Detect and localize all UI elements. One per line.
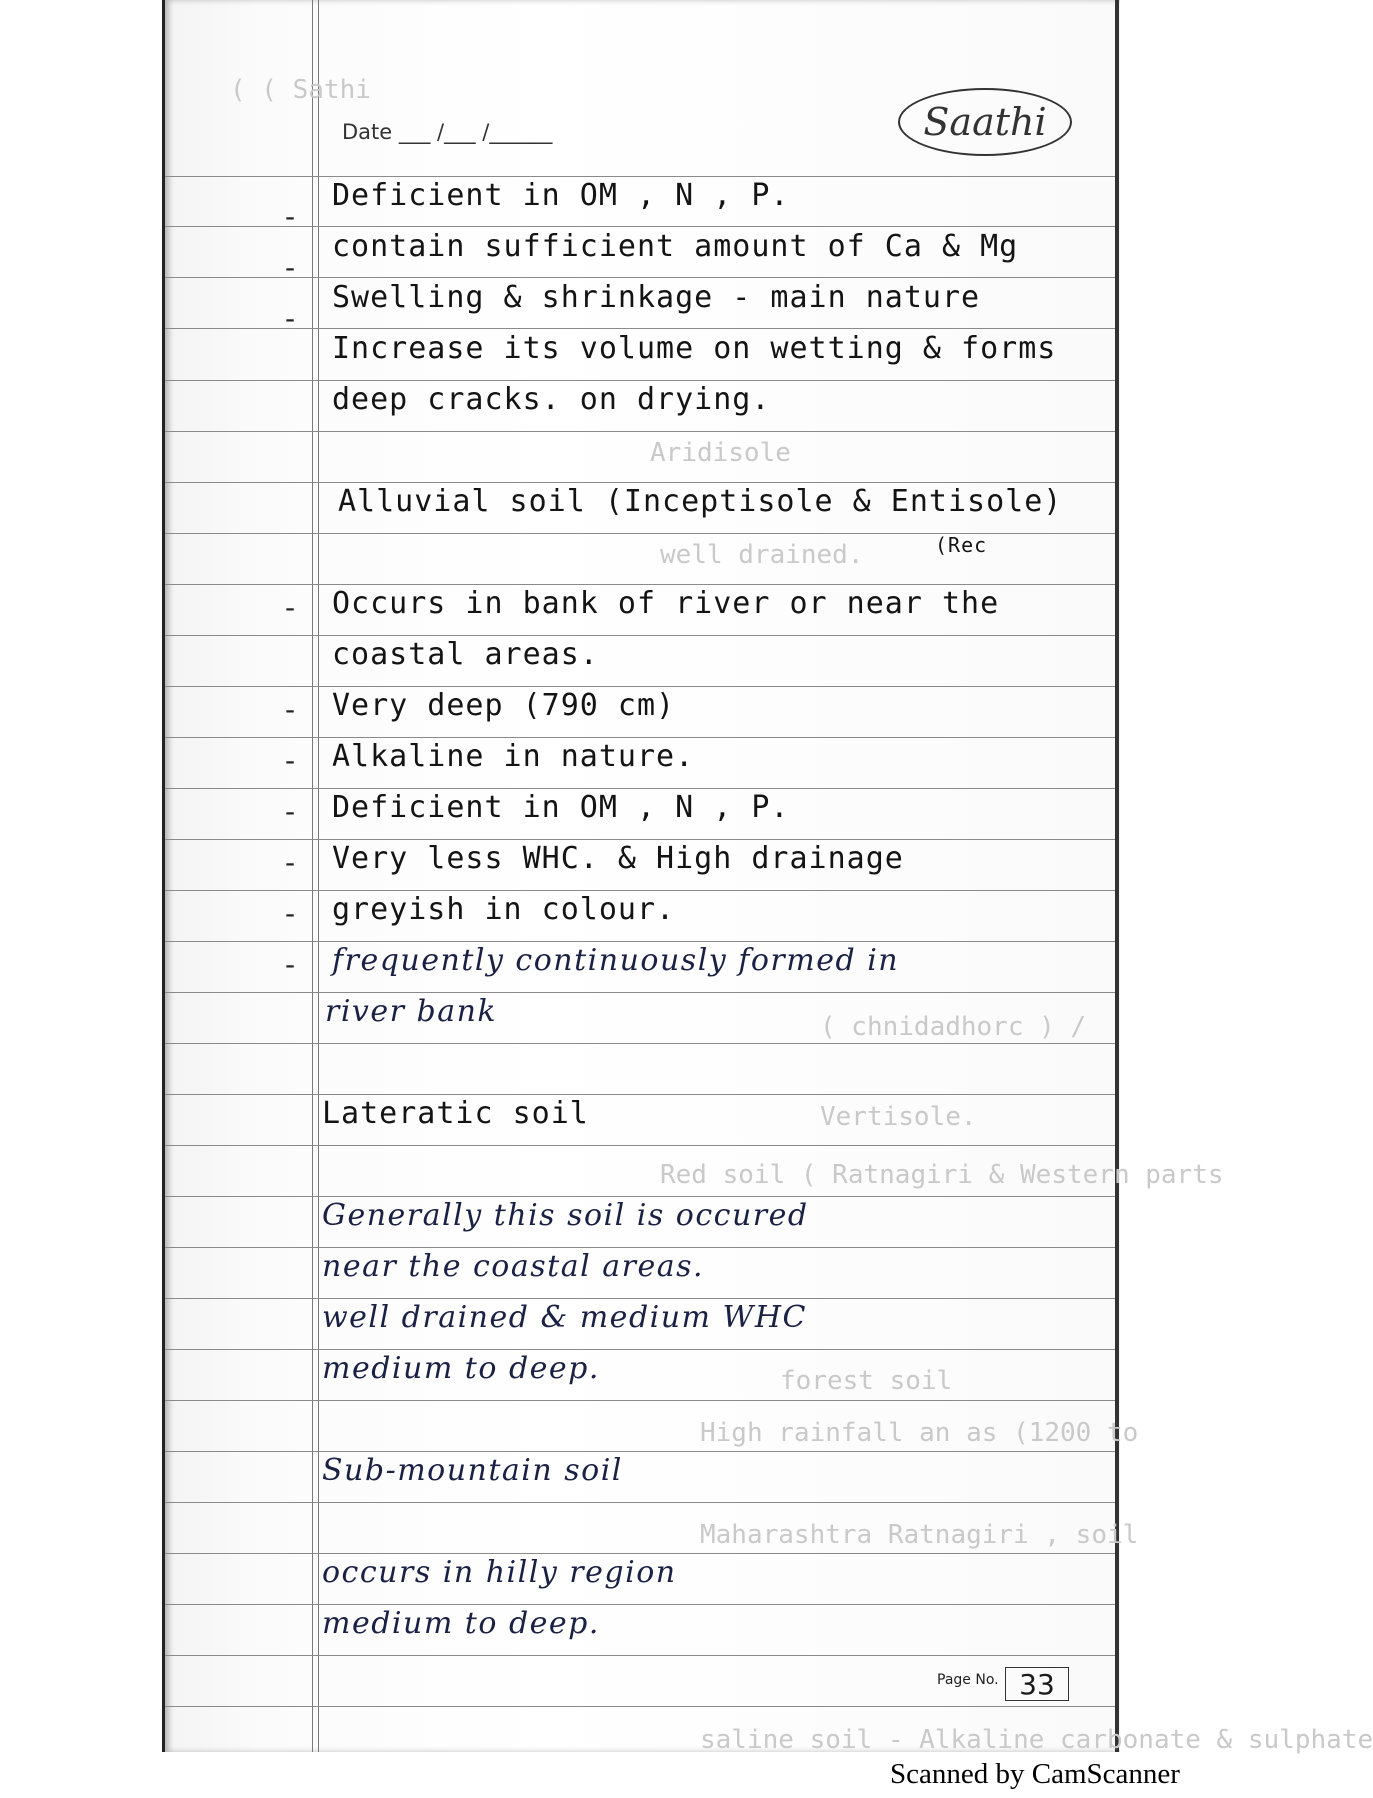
margin-annotation: (Rec [935, 533, 988, 557]
scan-left-background [0, 0, 160, 1760]
bullet-dash: - [285, 744, 296, 777]
ruled-line [165, 992, 1115, 993]
ruled-line [165, 380, 1115, 381]
section-heading-lateritic: Lateratic soil [322, 1096, 589, 1131]
note-line: medium to deep. [322, 1606, 600, 1641]
ruled-line [165, 737, 1115, 738]
note-line: greyish in colour. [332, 892, 676, 927]
margin-line [318, 0, 319, 1752]
note-line: Deficient in OM , N , P. [332, 178, 790, 213]
scanner-watermark: Scanned by CamScanner [890, 1758, 1180, 1790]
note-line: well drained & medium WHC [322, 1300, 807, 1335]
page-number-label: Page No. [937, 1672, 999, 1688]
page-right-edge [1115, 0, 1119, 1752]
margin-line [312, 0, 313, 1752]
section-heading-alluvial: Alluvial soil (Inceptisole & Entisole) [338, 484, 1063, 519]
bleed-through-text: Vertisole. [820, 1102, 977, 1132]
ruled-line [165, 1706, 1115, 1707]
ruled-line [165, 1553, 1115, 1554]
bleed-through-text: well drained. [660, 540, 864, 570]
bullet-dash: - [285, 200, 296, 233]
ruled-line [165, 1349, 1115, 1350]
notebook-brand-logo: Saathi [898, 88, 1072, 156]
ruled-line [165, 328, 1115, 329]
bullet-dash: - [285, 795, 296, 828]
ruled-line [165, 890, 1115, 891]
note-line: coastal areas. [332, 637, 599, 672]
ruled-line [165, 1604, 1115, 1605]
ruled-line [165, 277, 1115, 278]
note-line: river bank [325, 994, 498, 1029]
bullet-dash: - [285, 302, 296, 335]
page-number: 33 [1005, 1667, 1069, 1701]
date-label: Date ___ /___ /______ [342, 120, 553, 144]
note-line: frequently continuously formed in [332, 943, 900, 978]
bleed-through-text: saline soil - Alkaline carbonate & sulphate [700, 1725, 1373, 1755]
bullet-dash: - [285, 897, 296, 930]
ruled-line [165, 482, 1115, 483]
bullet-dash: - [285, 846, 296, 879]
ruled-line [165, 1145, 1115, 1146]
bullet-dash: - [285, 591, 296, 624]
note-line: Deficient in OM , N , P. [332, 790, 790, 825]
note-line: medium to deep. [322, 1351, 600, 1386]
ruled-line [165, 1451, 1115, 1452]
bleed-through-text: Maharashtra Ratnagiri , soil [700, 1520, 1139, 1550]
ruled-line [165, 1094, 1115, 1095]
bleed-through-text: High rainfall an as (1200 to [700, 1418, 1139, 1448]
ruled-line [165, 431, 1115, 432]
note-line: deep cracks. on drying. [332, 382, 771, 417]
ruled-line [165, 686, 1115, 687]
bleed-through-text: forest soil [780, 1366, 953, 1396]
ruled-line [165, 1196, 1115, 1197]
note-line: Very deep (790 cm) [332, 688, 676, 723]
note-line: Swelling & shrinkage - main nature [332, 280, 981, 315]
bullet-dash: - [285, 251, 296, 284]
section-heading-sub-mountain: Sub-mountain soil [322, 1453, 623, 1488]
note-line: Alkaline in nature. [332, 739, 695, 774]
ruled-line [165, 635, 1115, 636]
ruled-line [165, 584, 1115, 585]
bleed-through-text: Red soil ( Ratnagiri & Western parts [660, 1160, 1224, 1190]
ruled-line [165, 839, 1115, 840]
ruled-line [165, 1247, 1115, 1248]
bullet-dash: - [285, 693, 296, 726]
ruled-line [165, 1298, 1115, 1299]
ruled-line [165, 1400, 1115, 1401]
ruled-line [165, 226, 1115, 227]
note-line: near the coastal areas. [322, 1249, 705, 1284]
bleed-through-text: ( chnidadhorc ) / [820, 1012, 1087, 1042]
bullet-dash: - [285, 948, 296, 981]
bleed-through-text: ( ( Sathi [230, 75, 371, 105]
ruled-line [165, 1655, 1115, 1656]
note-line: Occurs in bank of river or near the [332, 586, 1000, 621]
ruled-line [165, 788, 1115, 789]
note-line: Generally this soil is occured [322, 1198, 809, 1233]
ruled-line [165, 1043, 1115, 1044]
note-line: Increase its volume on wetting & forms [332, 331, 1057, 366]
note-line: occurs in hilly region [322, 1555, 677, 1590]
note-line: Very less WHC. & High drainage [332, 841, 904, 876]
ruled-line [165, 941, 1115, 942]
ruled-line [165, 1502, 1115, 1503]
bleed-through-text: Aridisole [650, 438, 791, 468]
note-line: contain sufficient amount of Ca & Mg [332, 229, 1019, 264]
ruled-line [165, 176, 1115, 177]
